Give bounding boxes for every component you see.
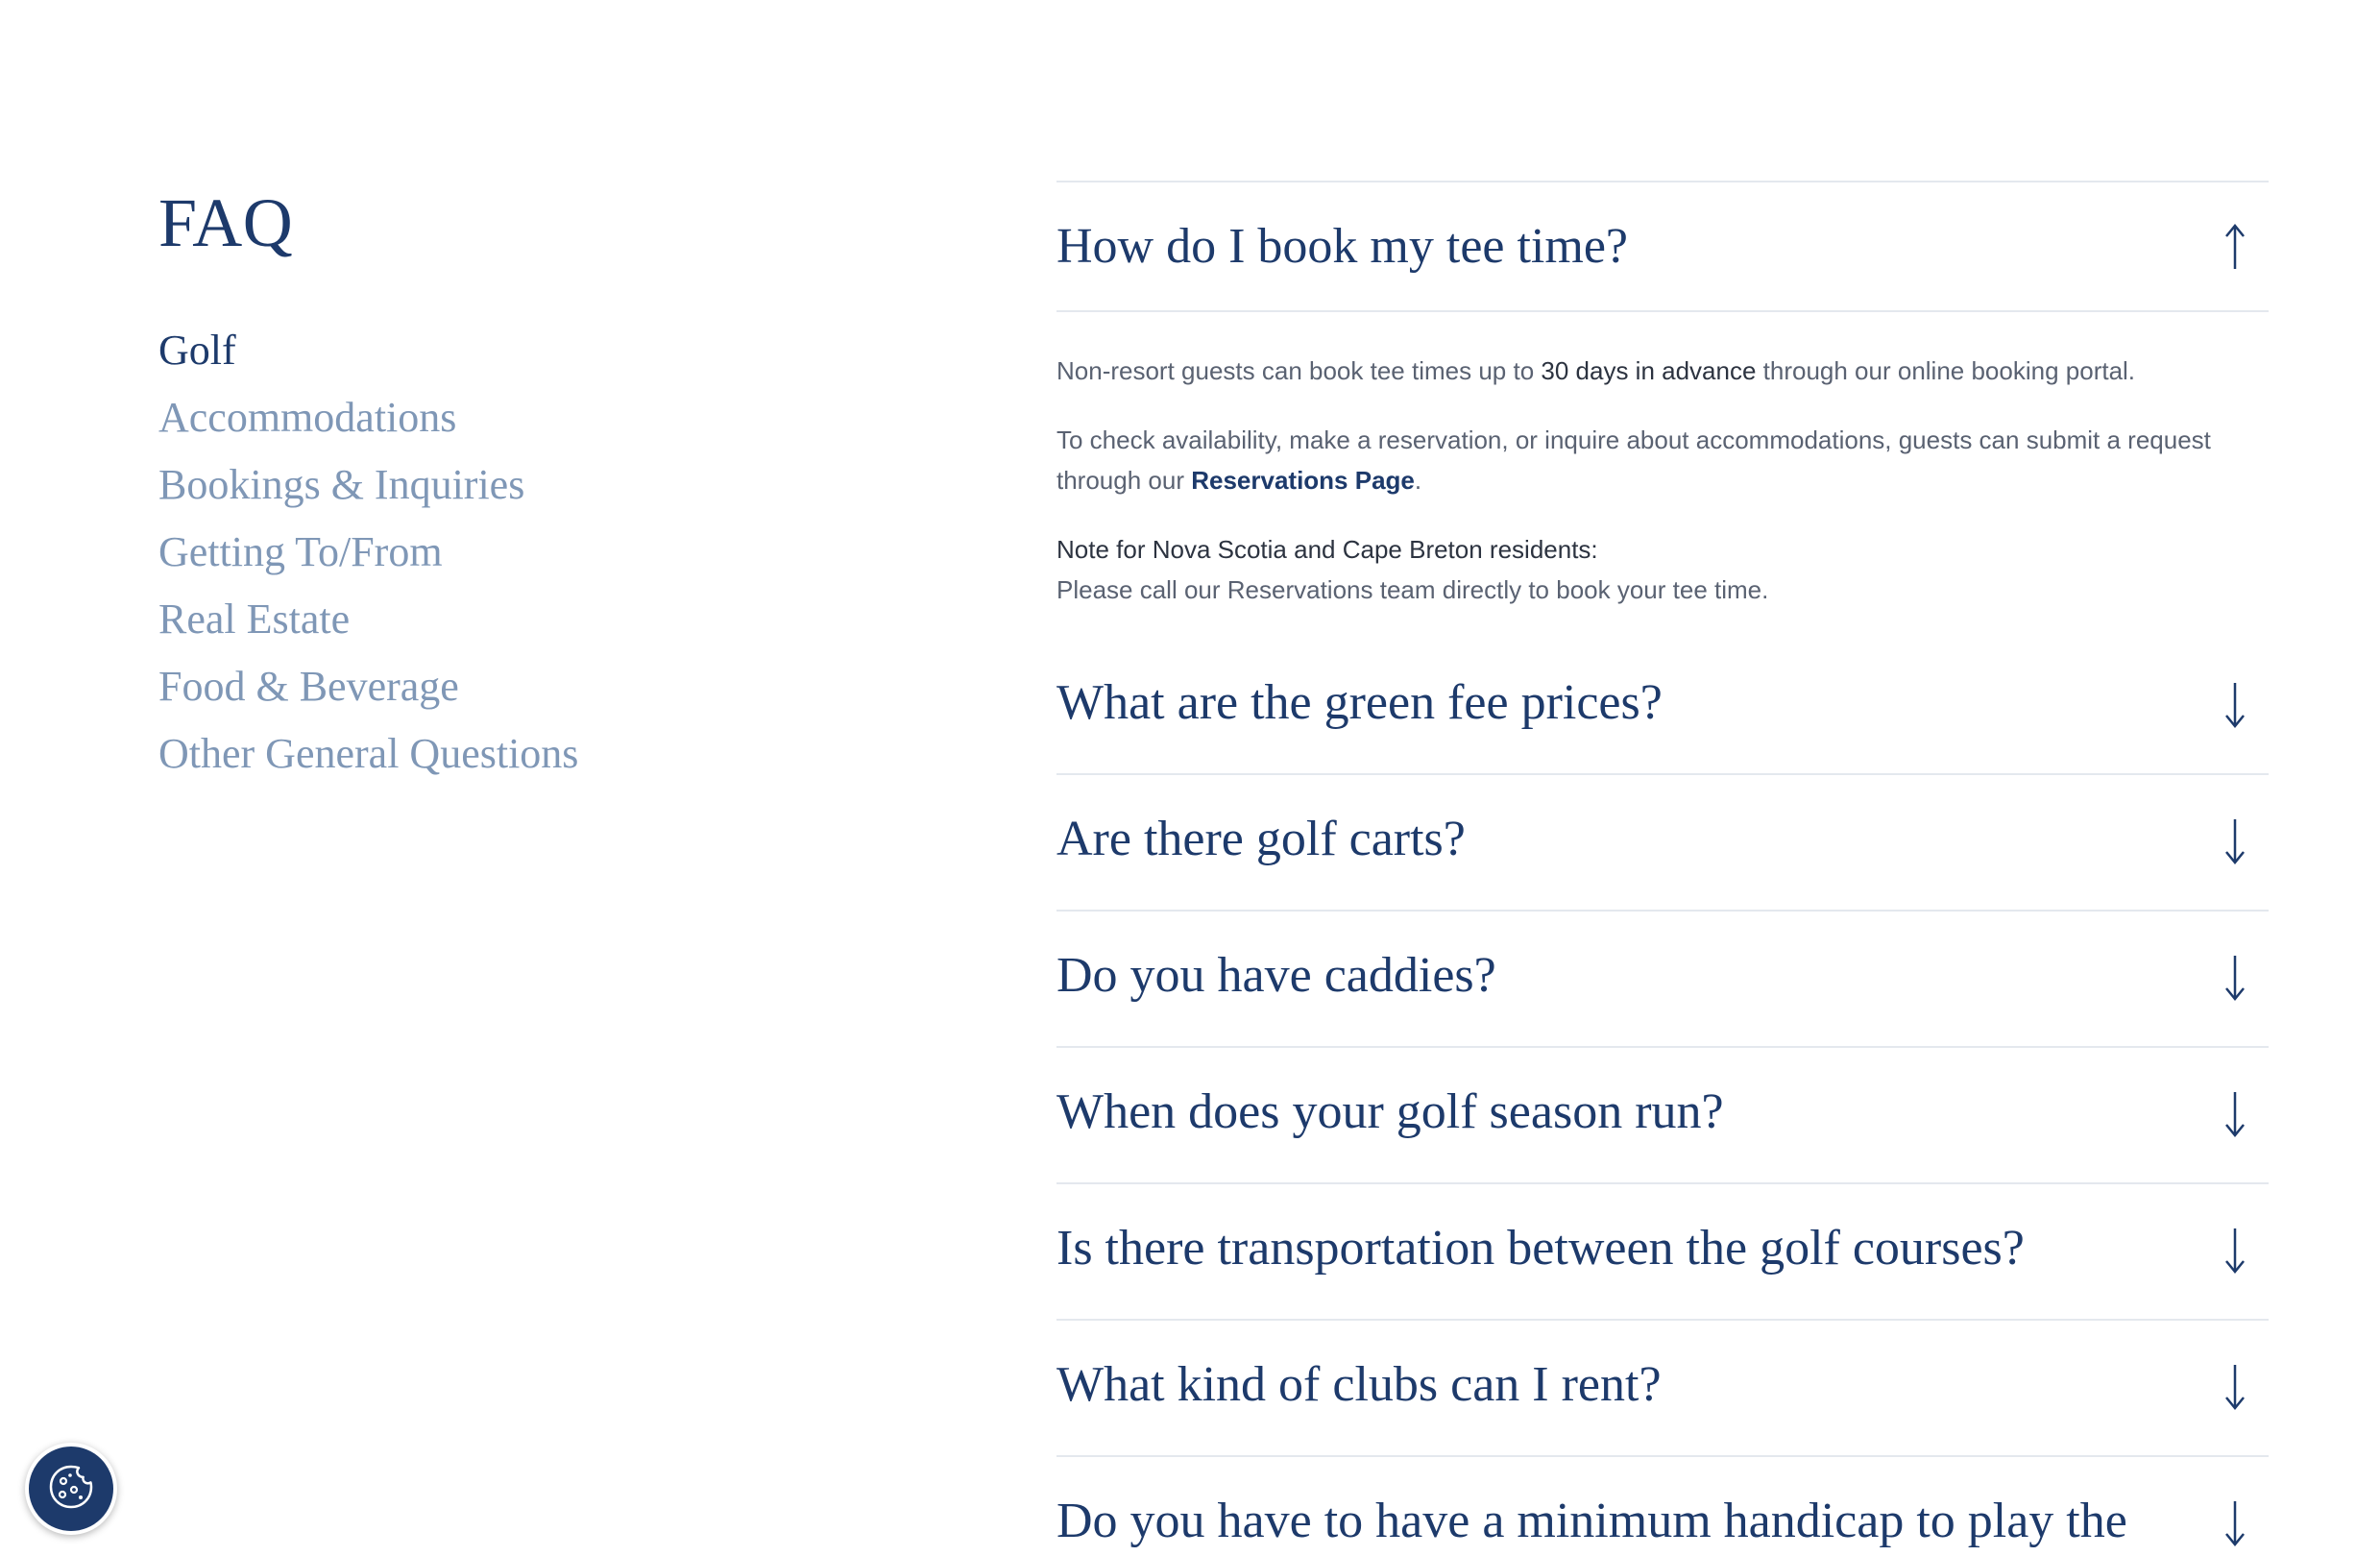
category-food-beverage[interactable]: Food & Beverage [158, 663, 459, 710]
arrow-down-icon[interactable] [2221, 1495, 2249, 1549]
faq-item [1056, 1319, 2269, 1455]
faq-question-header[interactable] [1056, 775, 2269, 910]
answer-emphasis: 30 days in advance [1541, 356, 1757, 385]
faq-question-header[interactable] [1056, 1457, 2269, 1556]
arrow-down-icon[interactable] [2221, 1223, 2249, 1276]
faq-question-header[interactable] [1056, 1321, 2269, 1455]
category-other-general-questions[interactable]: Other General Questions [158, 730, 579, 777]
answer-note [1056, 529, 2269, 610]
faq-item [1056, 1182, 2269, 1319]
faq-question: Is there transportation between the golf courses? [1056, 1221, 2025, 1276]
category-accommodations[interactable]: Accommodations [158, 394, 457, 441]
arrow-down-icon[interactable] [2221, 677, 2249, 731]
answer-paragraph-1 [1056, 351, 2269, 391]
faq-question: What kind of clubs can I rent? [1056, 1357, 1662, 1412]
note-text: Please call our Reservations team directly to book your tee time. [1056, 575, 1769, 604]
faq-question-header[interactable] [1056, 654, 2269, 773]
page-title: FAQ [158, 184, 294, 261]
faq-question-header[interactable] [1056, 182, 2269, 312]
arrow-down-icon[interactable] [2221, 950, 2249, 1004]
cookie-icon [46, 1462, 96, 1517]
faq-question: What are the green fee prices? [1056, 675, 1663, 730]
note-title: Note for Nova Scotia and Cape Breton residents: [1056, 535, 1598, 564]
faq-question: Are there golf carts? [1056, 812, 1466, 866]
arrow-up-icon[interactable] [2221, 221, 2249, 275]
answer-text: through our online booking portal. [1756, 356, 2136, 385]
category-getting-to-from[interactable]: Getting To/From [158, 528, 443, 575]
faq-accordion [1056, 181, 2269, 1556]
faq-answer [1056, 312, 2269, 654]
faq-item [1056, 1046, 2269, 1182]
faq-item [1056, 654, 2269, 773]
faq-question-header[interactable] [1056, 1184, 2269, 1319]
faq-item [1056, 910, 2269, 1046]
arrow-down-icon[interactable] [2221, 1359, 2249, 1413]
faq-item-expanded [1056, 181, 2269, 654]
arrow-down-icon[interactable] [2221, 814, 2249, 867]
reservations-page-link[interactable]: Reservations Page [1191, 466, 1415, 495]
faq-category-nav [158, 317, 578, 788]
category-golf[interactable]: Golf [158, 327, 236, 374]
answer-text: Non-resort guests can book tee times up to [1056, 356, 1542, 385]
answer-text: . [1414, 466, 1422, 495]
category-bookings-inquiries[interactable]: Bookings & Inquiries [158, 461, 525, 508]
category-real-estate[interactable]: Real Estate [158, 596, 351, 643]
faq-item [1056, 1455, 2269, 1556]
faq-question: How do I book my tee time? [1056, 219, 1628, 274]
faq-item [1056, 773, 2269, 910]
faq-question-header[interactable] [1056, 1048, 2269, 1182]
faq-question-header[interactable] [1056, 912, 2269, 1046]
answer-paragraph-2 [1056, 420, 2269, 500]
faq-question: Do you have caddies? [1056, 948, 1496, 1003]
faq-question: When does your golf season run? [1056, 1084, 1724, 1139]
answer-text: To check availability, make a reservation, or inquire about accommodations, guests can submit a request through our [1056, 425, 2211, 495]
cookie-settings-button[interactable] [25, 1443, 117, 1535]
faq-question: Do you have to have a minimum handicap to play the [1056, 1494, 2127, 1548]
arrow-down-icon[interactable] [2221, 1086, 2249, 1140]
